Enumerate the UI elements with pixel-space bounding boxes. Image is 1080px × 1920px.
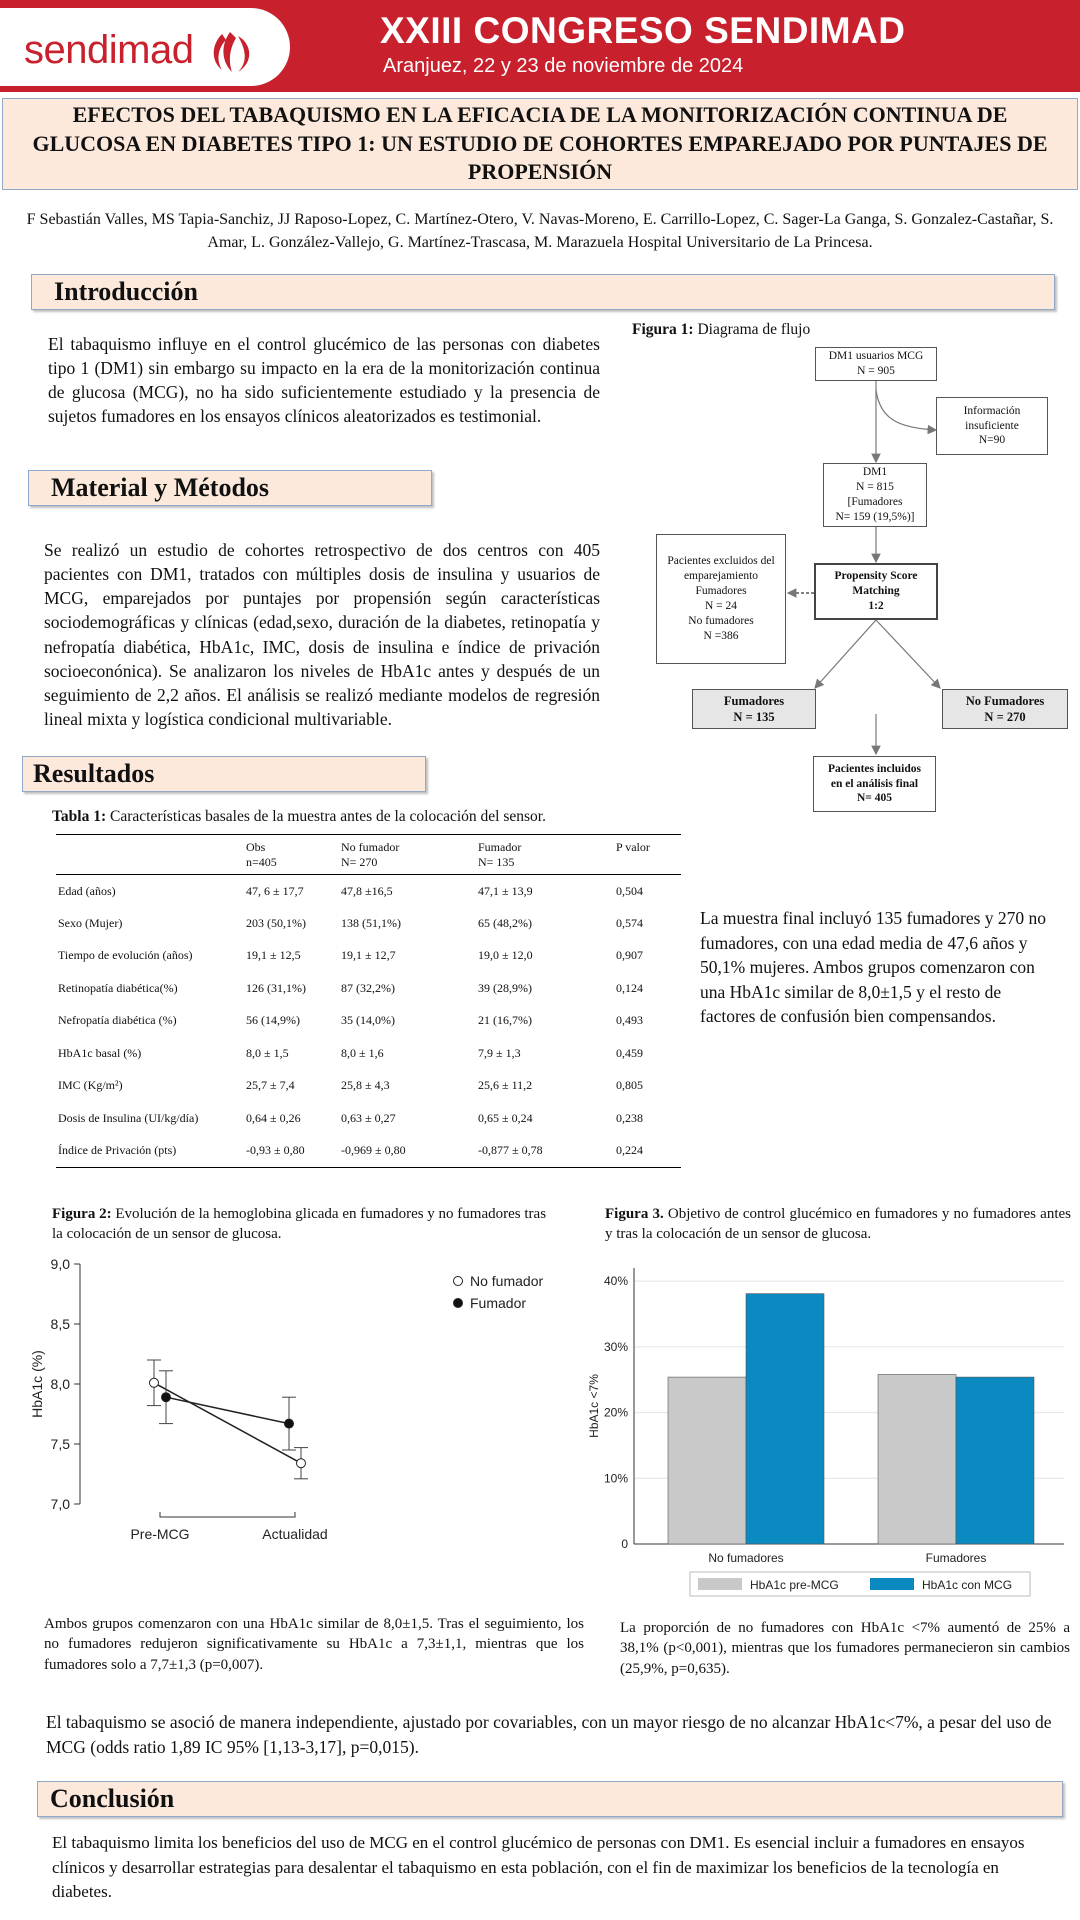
table-cell: Edad (años) bbox=[58, 883, 116, 898]
table-cell: 0,238 bbox=[616, 1110, 643, 1125]
poster-title-box bbox=[2, 98, 1078, 190]
table-cell: 56 (14,9%) bbox=[246, 1013, 300, 1028]
figure2-caption-text: Evolución de la hemoglobina glicada en fumadores y no fumadores tras la colocación de un sensor de glucosa. bbox=[52, 1206, 547, 1243]
table-row bbox=[56, 972, 681, 1005]
flow-text: Propensity Score bbox=[834, 570, 918, 583]
x-tick-label: Actualidad bbox=[262, 1526, 328, 1542]
table-row bbox=[56, 940, 681, 973]
table-cell: Nefropatía diabética (%) bbox=[58, 1013, 177, 1028]
table-cell: 0,124 bbox=[616, 980, 643, 995]
table-cell: 0,504 bbox=[616, 883, 643, 898]
flow-text: No Fumadores bbox=[965, 693, 1045, 708]
table-cell: 0,907 bbox=[616, 948, 643, 963]
section-heading-methods: Material y Métodos bbox=[28, 470, 432, 506]
table-cell: 0,224 bbox=[614, 1135, 681, 1168]
flow-text: N=90 bbox=[978, 434, 1006, 447]
table-cell: 0,459 bbox=[616, 1045, 643, 1060]
table-cell: 87 (32,2%) bbox=[341, 980, 395, 995]
table-header-cell bbox=[476, 835, 614, 875]
flow-box-excluded bbox=[656, 534, 786, 664]
figure2-line-chart bbox=[20, 1256, 580, 1576]
flow-text: N= 159 (19,5%)] bbox=[835, 510, 915, 523]
flow-text: No fumadores bbox=[688, 614, 754, 627]
figure3-label: Figura 3. bbox=[605, 1206, 664, 1222]
poster-title: EFECTOS DEL TABAQUISMO EN LA EFICACIA DE LA MONITORIZACIÓN CONTINUA DE GLUCOSA EN DIABETES TIPO 1: UN ESTUDIO DE COHORTES EMPAREJADO POR PUNTAJES DE PROPENSIÓN bbox=[32, 102, 1048, 185]
section-heading-conclusion: Conclusión bbox=[37, 1781, 1063, 1817]
methods-text: Se realizó un estudio de cohortes retrospectivo de dos centros con 405 pacientes con DM1, tratados con múltiples dosis de insulina y usuarios de MCG, emparejados por puntajes por propensión según características sociodemográficas y clínicas (edad,sexo, duración de la diabetes, retinopatía y nefropatía diabética, HbA1c, IMC, dosis de insulina e índice de privación socioeconónica). Se analizaron los niveles de HbA1c antes y después de un seguimiento de 2,2 años. El análisis se realizó mediante modelos de regresión lineal mixta y logística condicional multivariable. bbox=[44, 540, 600, 729]
table-cell: -0,969 ± 0,80 bbox=[339, 1135, 476, 1168]
legend-swatch bbox=[698, 1578, 742, 1590]
table-row bbox=[56, 875, 681, 908]
bar bbox=[668, 1377, 746, 1544]
flow-text: Fumadores bbox=[723, 693, 785, 708]
table-header-cell bbox=[56, 835, 244, 875]
flow-box-insufficient bbox=[936, 397, 1048, 455]
y-tick-label: 8,0 bbox=[50, 1376, 70, 1392]
flow-text: N =386 bbox=[703, 629, 739, 642]
flow-text: N = 24 bbox=[704, 600, 738, 612]
baseline-table bbox=[56, 834, 681, 1168]
x-axis-line bbox=[160, 1512, 295, 1517]
flow-text: DM1 usuarios MCG bbox=[828, 350, 924, 363]
flow-text: Pacientes excluidos del bbox=[667, 555, 775, 568]
legend-label: HbA1c con MCG bbox=[922, 1578, 1013, 1592]
header-line: Fumador bbox=[478, 840, 522, 854]
y-tick-label: 8,5 bbox=[50, 1316, 70, 1332]
figure2-caption bbox=[52, 1204, 552, 1245]
y-tick-label: 7,0 bbox=[50, 1496, 70, 1512]
table-cell: 203 (50,1%) bbox=[246, 915, 306, 930]
legend-marker bbox=[454, 1299, 463, 1308]
table-cell: 126 (31,1%) bbox=[246, 980, 306, 995]
table-cell: 35 (14,0%) bbox=[341, 1013, 395, 1028]
header-line: Obs bbox=[246, 840, 266, 854]
table-cell: 47,8 ±16,5 bbox=[341, 883, 393, 898]
table1-label: Tabla 1: bbox=[52, 808, 107, 825]
flow-text: 1:2 bbox=[868, 599, 884, 612]
table-cell: Sexo (Mujer) bbox=[58, 915, 123, 930]
table-cell: 25,8 ± 4,3 bbox=[341, 1078, 390, 1093]
table-cell: HbA1c basal (%) bbox=[58, 1045, 142, 1060]
table-cell: Retinopatía diabética(%) bbox=[58, 980, 178, 995]
header-line: P valor bbox=[616, 840, 650, 854]
figure3-bar-chart bbox=[584, 1260, 1080, 1610]
intro-text: El tabaquismo influye en el control glucémico de las personas con diabetes tipo 1 (DM1) sin embargo su impacto en la era de la monitorización continua de glucosa (MCG), no ha sido suficientemente estudiado y la presencia de sujetos fumadores en los ensayos clínicos aleatorizados es testimonial. bbox=[48, 334, 600, 427]
flow-text: N = 135 bbox=[733, 710, 775, 724]
table-cell: 0,63 ± 0,27 bbox=[341, 1110, 396, 1125]
flow-text: en el análisis final bbox=[830, 777, 919, 790]
legend-marker bbox=[454, 1277, 463, 1286]
flow-box-psm bbox=[814, 563, 938, 620]
table-row bbox=[56, 1102, 681, 1135]
flow-text: emparejamiento bbox=[683, 570, 759, 583]
flow-text: Matching bbox=[852, 585, 900, 598]
series-line-0 bbox=[154, 1383, 301, 1463]
logo-text: sendimad bbox=[24, 28, 194, 72]
table-cell: 0,805 bbox=[616, 1078, 643, 1093]
legend-swatch bbox=[870, 1578, 914, 1590]
bar bbox=[746, 1294, 824, 1544]
x-tick-label: Fumadores bbox=[925, 1551, 987, 1565]
flow-text: Información bbox=[963, 404, 1021, 417]
legend-label: Fumador bbox=[470, 1295, 527, 1311]
figure2-text: Ambos grupos comenzaron con una HbA1c similar de 8,0±1,5. Tras el seguimiento, los no fumadores redujeron significativamente su HbA1c a 7,3±1,1, mientras que los fumadores solo a 7,7±1,3 (p=0,007). bbox=[44, 1616, 584, 1673]
figure2-label: Figura 2: bbox=[52, 1206, 112, 1222]
header-line: n=405 bbox=[246, 855, 277, 869]
table-cell: 19,0 ± 12,0 bbox=[478, 948, 533, 963]
y-tick-label: 7,5 bbox=[50, 1436, 70, 1452]
table-cell: 0,574 bbox=[616, 915, 643, 930]
table-header-row bbox=[56, 835, 681, 875]
flow-text: Pacientes incluidos bbox=[828, 762, 921, 775]
x-tick-label: No fumadores bbox=[708, 1551, 784, 1565]
table1-caption bbox=[52, 808, 546, 826]
figure1-label: Figura 1: bbox=[632, 321, 694, 338]
figure1-caption-text: Diagrama de flujo bbox=[693, 321, 811, 338]
x-tick-label: Pre-MCG bbox=[130, 1526, 190, 1542]
flow-text: N = 905 bbox=[857, 365, 895, 377]
flow-text: N = 270 bbox=[984, 710, 1026, 724]
table-cell: 65 (48,2%) bbox=[478, 915, 532, 930]
y-axis-label: HbA1c <7% bbox=[587, 1374, 601, 1438]
flow-box-nonsmokers bbox=[942, 689, 1068, 729]
section-heading-intro: Introducción bbox=[31, 274, 1055, 310]
figure3-caption bbox=[605, 1204, 1071, 1245]
table-cell: 25,6 ± 11,2 bbox=[478, 1078, 533, 1093]
section-heading-results: Resultados bbox=[22, 756, 426, 792]
results-sample-text: La muestra final incluyó 135 fumadores y 270 no fumadores, con una edad media de 47,6 años y 50,1% mujeres. Ambos grupos comenzaron con una HbA1c similar de 8,0±1,5 y el resto de factores de confusión bien compensandos. bbox=[700, 908, 1047, 1026]
legend-label: HbA1c pre-MCG bbox=[750, 1578, 839, 1592]
flow-box-included bbox=[813, 756, 936, 812]
flow-text: N= 405 bbox=[857, 792, 892, 805]
table-row bbox=[56, 907, 681, 940]
flow-text: Fumadores bbox=[695, 585, 747, 598]
table-cell: 25,7 ± 7,4 bbox=[246, 1078, 295, 1093]
y-tick-label: 10% bbox=[603, 1471, 628, 1486]
header-line: N= 270 bbox=[341, 855, 378, 869]
flow-text: N = 815 bbox=[856, 481, 894, 494]
logo-flame-icon bbox=[208, 30, 254, 74]
flow-text: insuficiente bbox=[965, 419, 1019, 432]
table-cell: 47, 6 ± 17,7 bbox=[246, 883, 304, 898]
table-cell: IMC (Kg/m²) bbox=[58, 1078, 123, 1093]
table-cell: 47,1 ± 13,9 bbox=[478, 883, 533, 898]
bar bbox=[878, 1374, 956, 1544]
logo-box bbox=[0, 8, 290, 86]
data-point bbox=[162, 1393, 171, 1402]
flow-box-mcg-users bbox=[815, 347, 937, 381]
table-cell: 19,1 ± 12,7 bbox=[341, 948, 396, 963]
y-axis-label: HbA1c (%) bbox=[29, 1350, 45, 1418]
results-odds-text: El tabaquismo se asoció de manera independiente, ajustado por covariables, con un mayor riesgo de no alcanzar HbA1c<7%, a pesar del uso de MCG (odds ratio 1,89 IC 95% [1,13-3,17], p=0,015). bbox=[46, 1712, 1052, 1757]
table-cell: 0,65 ± 0,24 bbox=[478, 1110, 533, 1125]
figure1-caption bbox=[632, 320, 810, 341]
flow-text: DM1 bbox=[862, 466, 888, 479]
table-header-cell bbox=[244, 835, 339, 875]
bar bbox=[956, 1377, 1034, 1544]
table-cell: 8,0 ± 1,5 bbox=[246, 1045, 289, 1060]
table-cell: Tiempo de evolución (años) bbox=[58, 948, 193, 963]
congress-subtitle: Aranjuez, 22 y 23 de noviembre de 2024 bbox=[383, 55, 744, 77]
flow-box-smokers bbox=[692, 689, 816, 729]
table1-caption-text: Características basales de la muestra antes de la colocación del sensor. bbox=[106, 808, 546, 825]
y-tick-label: 40% bbox=[603, 1274, 628, 1289]
table-cell: 138 (51,1%) bbox=[341, 915, 401, 930]
congress-header bbox=[0, 0, 1080, 92]
flow-text: [Fumadores bbox=[847, 496, 903, 508]
table-cell: 0,64 ± 0,26 bbox=[246, 1110, 301, 1125]
table-cell: Dosis de Insulina (UI/kg/día) bbox=[58, 1110, 199, 1125]
table-row bbox=[56, 1005, 681, 1038]
table-row bbox=[56, 1037, 681, 1070]
y-tick-label: 20% bbox=[603, 1405, 628, 1420]
flow-box-dm1 bbox=[823, 463, 927, 527]
figure3-caption-text: Objetivo de control glucémico en fumadores y no fumadores antes y tras la colocación de un sensor de glucosa. bbox=[605, 1206, 1071, 1243]
y-tick-label: 9,0 bbox=[50, 1256, 70, 1272]
table-cell: Índice de Privación (pts) bbox=[56, 1135, 244, 1168]
table-cell: -0,877 ± 0,78 bbox=[476, 1135, 614, 1168]
authors: F Sebastián Valles, MS Tapia-Sanchiz, JJ Raposo-Lopez, C. Martínez-Otero, V. Navas-Moreno, E. Carrillo-Lopez, C. Sager-La Ganga, S. Gonzalez-Castañar, S. Amar, L. González-Vallejo, G. Martínez-Trascasa, M. Marazuela Hospital Universitario de La Princesa. bbox=[26, 211, 1054, 252]
data-point bbox=[150, 1378, 159, 1387]
header-line: No fumador bbox=[341, 840, 400, 854]
table-cell: 7,9 ± 1,3 bbox=[478, 1045, 521, 1060]
y-tick-label: 0 bbox=[621, 1537, 628, 1551]
table-cell: 19,1 ± 12,5 bbox=[246, 948, 301, 963]
legend-label: No fumador bbox=[470, 1273, 544, 1289]
table-header-cell bbox=[614, 835, 681, 875]
table-cell: 0,493 bbox=[616, 1013, 643, 1028]
data-point bbox=[297, 1459, 306, 1468]
y-tick-label: 30% bbox=[603, 1339, 628, 1354]
header-line: N= 135 bbox=[478, 855, 515, 869]
congress-title: XXIII CONGRESO SENDIMAD bbox=[380, 10, 906, 51]
table-cell: -0,93 ± 0,80 bbox=[244, 1135, 339, 1168]
series-line-1 bbox=[166, 1397, 289, 1423]
table-header-cell bbox=[339, 835, 476, 875]
data-point bbox=[285, 1419, 294, 1428]
table-cell: 8,0 ± 1,6 bbox=[341, 1045, 384, 1060]
table-row bbox=[56, 1135, 681, 1168]
table-cell: 39 (28,9%) bbox=[478, 980, 532, 995]
table-row bbox=[56, 1070, 681, 1103]
conclusion-text: El tabaquismo limita los beneficios del uso de MCG en el control glucémico de personas con DM1. Es esencial incluir a fumadores en ensayos clínicos y desarrollar estrategias para desalentar el tabaquismo en esta población, con el fin de maximizar los beneficios de la tecnología en diabetes. bbox=[52, 1833, 1025, 1902]
table-cell: 21 (16,7%) bbox=[478, 1013, 532, 1028]
figure3-text: La proporción de no fumadores con HbA1c <7% aumentó de 25% a 38,1% (p<0,001), mientras que los fumadores permanecieron sin cambios (25,9%, p=0,635). bbox=[620, 1620, 1070, 1677]
